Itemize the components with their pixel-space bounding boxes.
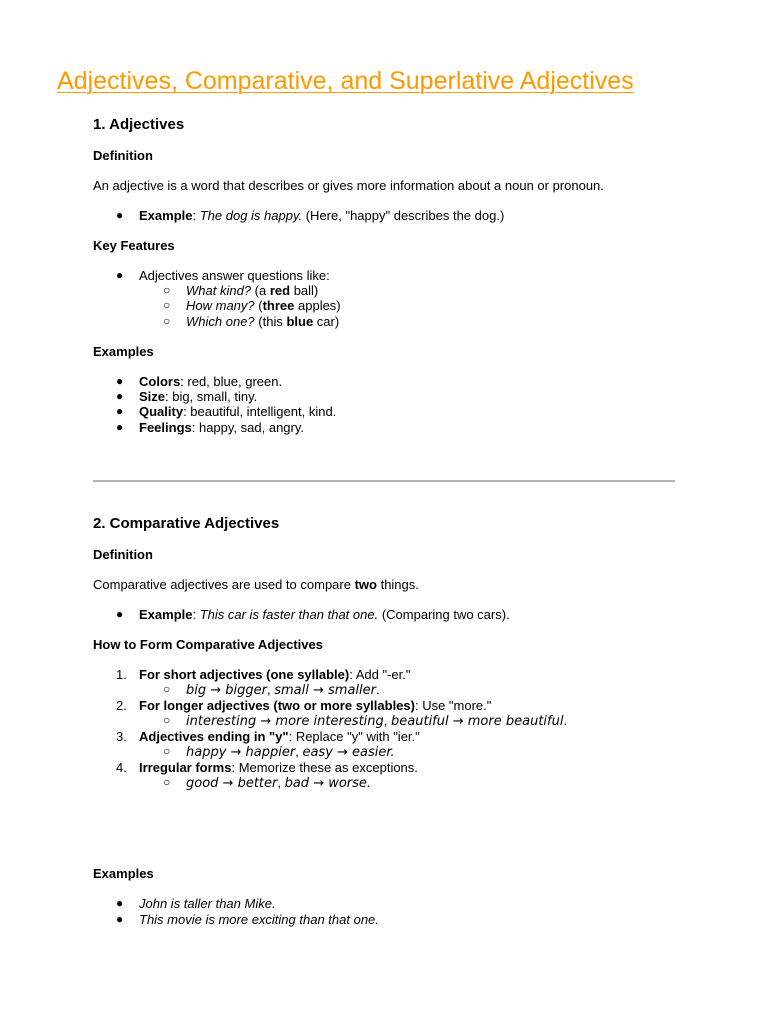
rule-separator: , (383, 713, 392, 728)
circle-bullet-icon: ○ (163, 682, 171, 696)
rule-label: For longer adjectives (two or more syllables) (139, 698, 415, 713)
question-pre: ( (254, 298, 263, 313)
example-note: (Comparing two cars). (378, 607, 510, 622)
question-bold: three (262, 298, 295, 313)
example-text: : big, small, tiny. (165, 389, 258, 404)
question-pre: (a (251, 283, 270, 298)
list-item (116, 896, 276, 911)
bullet-icon: ● (116, 268, 124, 282)
rule-example-a: big → bigger (186, 683, 267, 698)
document-title: Adjectives, Comparative, and Superlative Adjectives (57, 67, 634, 95)
example-sentence: The dog is happy. (199, 208, 303, 223)
rule-number: 3. (116, 729, 127, 744)
example-label: Colors (139, 374, 181, 389)
example-sentence: This movie is more exciting than that one. (139, 912, 379, 927)
key-feature-text: Adjectives answer questions like: (139, 268, 330, 283)
rule-sub-item (163, 775, 372, 791)
rule-text: : Use "more." (414, 698, 492, 713)
bullet-icon: ● (116, 420, 124, 434)
circle-bullet-icon: ○ (163, 298, 171, 312)
question-pre: (this (254, 314, 287, 329)
section-2-examples-heading: Examples (93, 866, 154, 881)
example-label: Example (139, 208, 193, 223)
circle-bullet-icon: ○ (163, 283, 171, 297)
question-item (163, 298, 341, 313)
question-text: How many? (186, 298, 255, 313)
section-1-definition-heading: Definition (93, 148, 153, 163)
rule-separator: , (266, 682, 275, 697)
rule-example-b: bad → worse. (284, 776, 372, 791)
bullet-icon: ● (116, 208, 124, 222)
question-bold: red (269, 283, 291, 298)
rule-sub-item (163, 713, 568, 729)
list-item (116, 912, 379, 927)
rule-text: : Add "-er." (349, 667, 411, 682)
section-1-heading: 1. Adjectives (93, 116, 185, 133)
rule-separator: , (295, 744, 303, 759)
example-label: Quality (139, 404, 184, 419)
example-text: : happy, sad, angry. (191, 420, 305, 435)
question-item (163, 314, 340, 329)
rule-example-a: interesting → more interesting (186, 714, 384, 729)
example-text: : red, blue, green. (180, 374, 283, 389)
list-item (116, 420, 305, 435)
rule-sub-item (163, 682, 380, 698)
bullet-icon: ● (116, 404, 124, 418)
section-2-example: ● Example: This car is faster than that one. (Comparing two cars). (116, 607, 510, 622)
rule-end: . (375, 682, 380, 697)
section-1-example: ● Example: The dog is happy. (Here, "happy" describes the dog.) (116, 208, 505, 223)
circle-bullet-icon: ○ (163, 314, 171, 328)
rule-text: : Replace "y" with "ier." (288, 729, 420, 744)
rule-number: 1. (116, 667, 127, 682)
question-post: ball) (290, 283, 319, 298)
rule-label: For short adjectives (one syllable) (139, 667, 350, 682)
section-2-definition-heading: Definition (93, 547, 153, 562)
list-item (116, 374, 283, 389)
question-text: What kind? (186, 283, 252, 298)
bullet-icon: ● (116, 896, 124, 910)
section-2-heading: 2. Comparative Adjectives (93, 515, 280, 532)
rule-sub-item (163, 744, 395, 760)
question-post: car) (313, 314, 340, 329)
rule-example-a: good → better (186, 776, 278, 791)
rule-separator: , (277, 775, 285, 790)
rule-item (116, 729, 420, 744)
bullet-icon: ● (116, 374, 124, 388)
how-to-form-heading: How to Form Comparative Adjectives (93, 637, 323, 652)
rule-number: 4. (116, 760, 127, 775)
horizontal-divider (93, 480, 675, 482)
rule-label: Adjectives ending in "y" (139, 729, 289, 744)
rule-example-a: happy → happier (186, 745, 296, 760)
example-sentence: This car is faster than that one. (199, 607, 379, 622)
rule-example-b: small → smaller (274, 683, 376, 698)
definition-post: things. (376, 577, 419, 592)
section-1-examples-heading: Examples (93, 344, 154, 359)
rule-label: Irregular forms (139, 760, 232, 775)
example-text: : beautiful, intelligent, kind. (183, 404, 337, 419)
list-item (116, 404, 337, 419)
definition-bold: two (354, 577, 377, 592)
example-label: Feelings (139, 420, 192, 435)
list-item (116, 389, 258, 404)
example-label: Example (139, 607, 193, 622)
question-text: Which one? (186, 314, 255, 329)
key-features-heading: Key Features (93, 238, 175, 253)
rule-end: . (563, 713, 568, 728)
question-bold: blue (286, 314, 314, 329)
rule-text: : Memorize these as exceptions. (231, 760, 418, 775)
rule-example-b: beautiful → more beautiful (391, 714, 564, 729)
key-feature-item (116, 268, 330, 283)
rule-number: 2. (116, 698, 127, 713)
rule-item (116, 698, 492, 713)
circle-bullet-icon: ○ (163, 713, 171, 727)
example-sentence: John is taller than Mike. (139, 896, 276, 911)
bullet-icon: ● (116, 389, 124, 403)
example-label: Size (139, 389, 166, 404)
bullet-icon: ● (116, 912, 124, 926)
section-2-definition-text (93, 577, 419, 592)
circle-bullet-icon: ○ (163, 775, 171, 789)
rule-item (116, 760, 418, 775)
circle-bullet-icon: ○ (163, 744, 171, 758)
rule-example-b: easy → easier. (302, 745, 395, 760)
bullet-icon: ● (116, 607, 124, 621)
example-note: (Here, "happy" describes the dog.) (302, 208, 505, 223)
question-post: apples) (294, 298, 341, 313)
definition-pre: Comparative adjectives are used to compare (93, 577, 355, 592)
question-item (163, 283, 319, 298)
section-1-definition-text: An adjective is a word that describes or gives more information about a noun or pronoun. (93, 178, 604, 193)
rule-item (116, 667, 411, 682)
